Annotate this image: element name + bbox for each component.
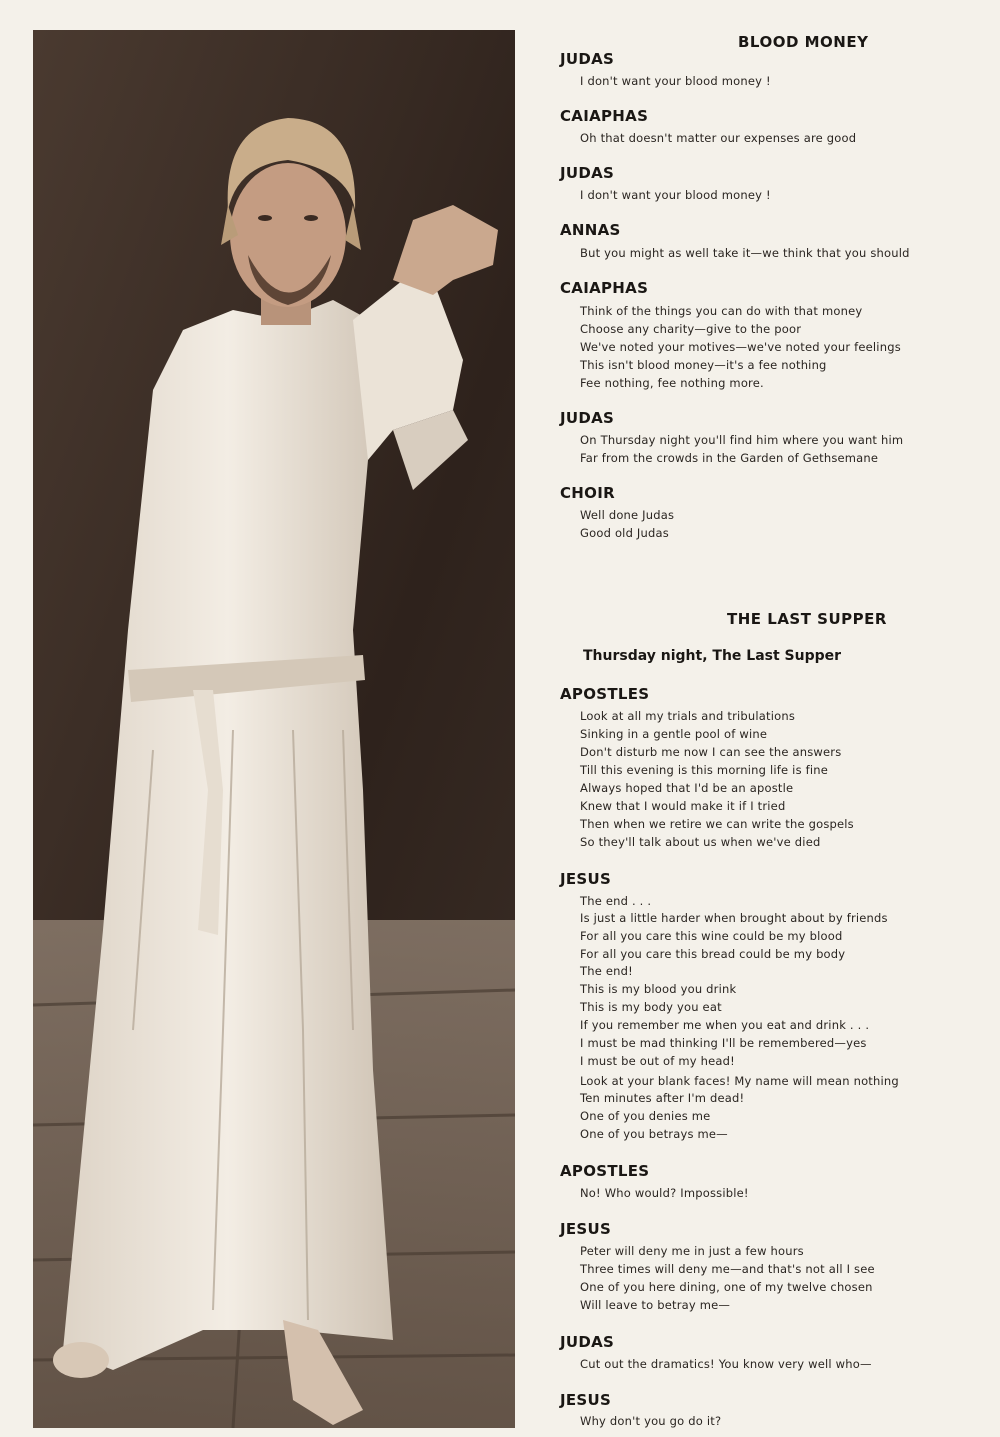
lyric-line: No! Who would? Impossible! [580, 1186, 749, 1200]
lyric-line: Why don't you go do it? [580, 1414, 722, 1428]
lyric-line: Sinking in a gentle pool of wine [580, 727, 768, 741]
section-subtitle: Thursday night, The Last Supper [583, 648, 842, 664]
lyric-line: Choose any charity—give to the poor [580, 322, 802, 336]
lyric-line: We've noted your motives—we've noted your feelings [580, 340, 901, 354]
lyric-line: Don't disturb me now I can see the answers [580, 745, 842, 759]
lyric-line: Well done Judas [580, 508, 675, 522]
section-title: THE LAST SUPPER [727, 610, 887, 628]
lyric-line: Three times will deny me—and that's not all I see [580, 1262, 875, 1276]
lyric-line: The end . . . [580, 894, 652, 908]
lyric-line: Look at all my trials and tribulations [580, 709, 796, 723]
lyric-line: Always hoped that I'd be an apostle [580, 781, 794, 795]
lyric-line: This isn't blood money—it's a fee nothing [580, 358, 827, 372]
speaker-name: CAIAPHAS [560, 107, 649, 125]
lyric-line: Far from the crowds in the Garden of Gethsemane [580, 451, 879, 465]
lyric-line: So they'll talk about us when we've died [580, 835, 821, 849]
lyric-line: Cut out the dramatics! You know very well who— [580, 1357, 872, 1371]
speaker-name: APOSTLES [560, 685, 650, 703]
lyric-line: If you remember me when you eat and drink . . . [580, 1018, 870, 1032]
section-title: BLOOD MONEY [738, 33, 869, 51]
lyric-line: I must be mad thinking I'll be remembered—yes [580, 1036, 867, 1050]
speaker-name: JESUS [560, 1391, 612, 1409]
speaker-name: ANNAS [560, 221, 621, 239]
lyric-line: The end! [580, 964, 633, 978]
lyric-line: Will leave to betray me— [580, 1298, 731, 1312]
photo-illustration [33, 30, 515, 1428]
lyric-line: I must be out of my head! [580, 1054, 735, 1068]
lyric-line: For all you care this bread could be my body [580, 947, 846, 961]
speaker-name: JUDAS [560, 409, 615, 427]
performer-photo [33, 30, 515, 1428]
speaker-name: JUDAS [560, 1333, 615, 1351]
lyric-line: Think of the things you can do with that money [580, 304, 863, 318]
lyric-line: I don't want your blood money ! [580, 188, 771, 202]
speaker-name: CHOIR [560, 484, 615, 502]
speaker-name: JUDAS [560, 50, 615, 68]
lyric-line: Ten minutes after I'm dead! [580, 1091, 745, 1105]
lyric-line: Knew that I would make it if I tried [580, 799, 786, 813]
lyric-line: Then when we retire we can write the gospels [580, 817, 854, 831]
speaker-name: JUDAS [560, 164, 615, 182]
speaker-name: CAIAPHAS [560, 279, 649, 297]
lyric-line: One of you denies me [580, 1109, 711, 1123]
lyric-line: One of you here dining, one of my twelve chosen [580, 1280, 873, 1294]
speaker-name: JESUS [560, 870, 612, 888]
lyric-line: For all you care this wine could be my blood [580, 929, 843, 943]
lyric-line: Oh that doesn't matter our expenses are good [580, 131, 857, 145]
lyric-line: On Thursday night you'll find him where you want him [580, 433, 904, 447]
speaker-name: APOSTLES [560, 1162, 650, 1180]
lyric-line: Fee nothing, fee nothing more. [580, 376, 764, 390]
lyric-line: This is my blood you drink [580, 982, 737, 996]
lyric-line: Is just a little harder when brought about by friends [580, 911, 888, 925]
speaker-name: JESUS [560, 1220, 612, 1238]
lyric-line: One of you betrays me— [580, 1127, 728, 1141]
lyric-line: Till this evening is this morning life is fine [580, 763, 829, 777]
lyric-line: This is my body you eat [580, 1000, 722, 1014]
lyric-line: Good old Judas [580, 526, 669, 540]
lyric-line: Look at your blank faces! My name will mean nothing [580, 1074, 899, 1088]
lyric-line: Peter will deny me in just a few hours [580, 1244, 804, 1258]
lyric-line: I don't want your blood money ! [580, 74, 771, 88]
lyric-line: But you might as well take it—we think that you should [580, 246, 910, 260]
